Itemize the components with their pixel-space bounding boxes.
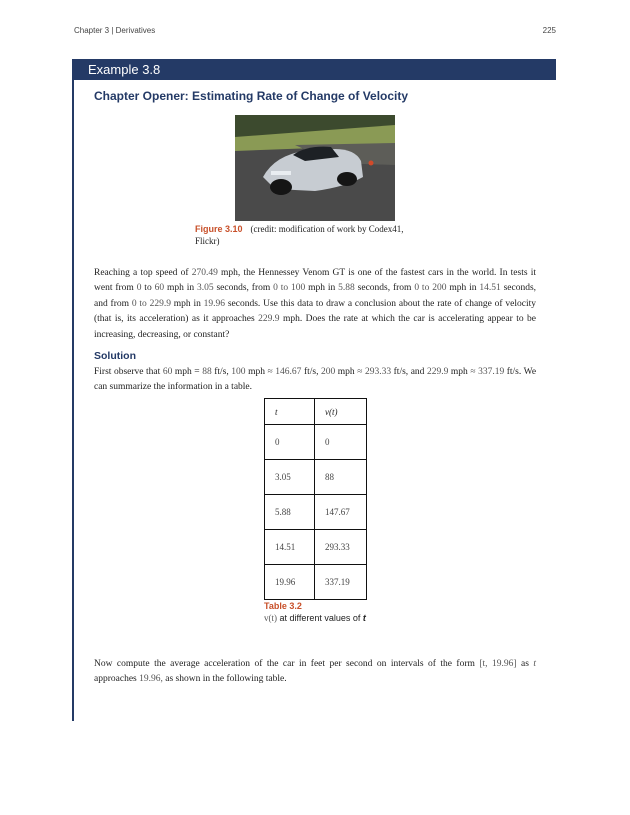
table-caption-var: t	[362, 613, 366, 623]
table-cell: 0	[265, 425, 315, 460]
example-banner: Example 3.8	[74, 59, 556, 80]
velocity-table	[264, 398, 367, 600]
table-cell: 0	[315, 425, 367, 460]
example-title: Chapter Opener: Estimating Rate of Change of Velocity	[94, 89, 409, 103]
table-row	[265, 495, 367, 530]
table-header-cell: t	[265, 399, 315, 425]
table-cell: 147.67	[315, 495, 367, 530]
table-cell: 19.96	[265, 565, 315, 600]
table-row	[265, 425, 367, 460]
table-cell: 88	[315, 460, 367, 495]
table-header-cell: v(t)	[315, 399, 367, 425]
figure-caption	[195, 223, 425, 247]
figure-label: Figure 3.10	[195, 224, 243, 234]
table-caption-math: v(t)	[264, 613, 277, 623]
table-row	[265, 460, 367, 495]
table-caption	[264, 600, 384, 624]
solution-paragraph: First observe that 60 mph = 88 ft/s, 100 mph ≈ 146.67 ft/s, 200 mph ≈ 293.33 ft/s, and 229.9 mph ≈ 337.19 ft/s. We can summarize the information in a table.	[94, 367, 537, 393]
table-label: Table 3.2	[264, 601, 302, 611]
table-cell: 293.33	[315, 530, 367, 565]
car-photo	[235, 115, 395, 221]
chapter-header: Chapter 3 | Derivatives	[74, 26, 156, 35]
example-side-rule	[72, 59, 74, 721]
page-number: 225	[542, 26, 556, 35]
table-row	[265, 530, 367, 565]
table-cell: 14.51	[265, 530, 315, 565]
running-head	[74, 26, 556, 38]
figure-credit: (credit: modification of work by Codex41, Flickr)	[195, 224, 404, 246]
solution-heading: Solution	[94, 350, 136, 362]
table-row	[265, 565, 367, 600]
table-cell: 337.19	[315, 565, 367, 600]
closing-paragraph: Now compute the average acceleration of the car in feet per second on intervals of the form [t, 19.96] as t approaches 19.96, as shown in the following table.	[94, 659, 536, 685]
table-cell: 3.05	[265, 460, 315, 495]
table-cell: 5.88	[265, 495, 315, 530]
table-header-row	[265, 399, 367, 425]
table-caption-text: at different values of	[277, 613, 363, 623]
intro-paragraph: Reaching a top speed of 270.49 mph, the Hennessey Venom GT is one of the fastest cars in the world. In tests it went from 0 to 60 mph in 3.05 seconds, from 0 to 100 mph in 5.88 seconds, from 0 to 200 mph in 14.51 seconds, and from 0 to 229.9 mph in 19.96 seconds. Use this data to draw a conclusion about the rate of change of velocity (that is, its acceleration) as it approaches 229.9 mph. Does the rate at which the car is accelerating appear to be increasing, decreasing, or constant?	[94, 268, 537, 340]
